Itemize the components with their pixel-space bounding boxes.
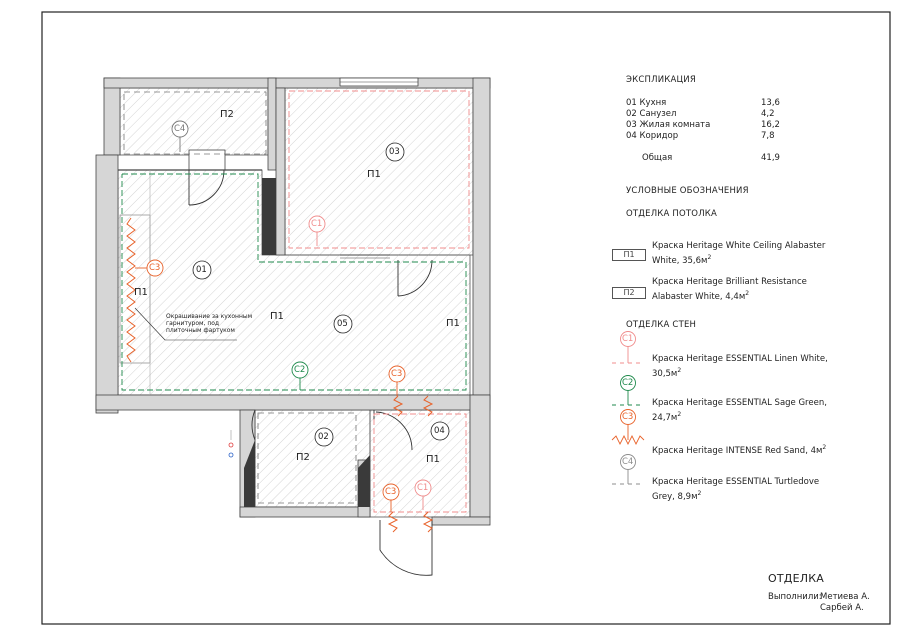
ceiling-item-text: Краска Heritage Brilliant Resistance: [652, 277, 807, 287]
wall-item-text: Grey, $8,9м^2$: [652, 490, 702, 502]
ceiling-label-corridor-wall: П1: [446, 318, 460, 329]
wall-item-text: Краска Heritage INTENSE Red Sand, $4м^2$: [652, 444, 827, 456]
explication-total-label: Общая: [642, 153, 673, 163]
tag-c4: С4: [174, 124, 186, 134]
shaft: [262, 178, 276, 255]
explication-room-area: 13,6: [761, 98, 780, 108]
tag-c3-2: С3: [391, 369, 403, 379]
ceiling-swatch-p1: П1: [612, 249, 646, 261]
room-number-05: 05: [337, 319, 348, 329]
kitchen-note-line-2: гарнитуром, под: [166, 320, 220, 327]
wall-code-c2: С2: [622, 378, 634, 388]
explication-room-name: 02 Санузел: [626, 109, 677, 119]
ceiling-label-kitchen: П1: [134, 287, 148, 298]
legend-title: УСЛОВНЫЕ ОБОЗНАЧЕНИЯ: [626, 186, 749, 196]
ceiling-label-room03: П1: [367, 169, 381, 180]
kitchen-note-line-3: плиточным фартуком: [166, 327, 235, 334]
explication-room-area: 4,2: [761, 109, 775, 119]
wall-item-text: $24,7м^2$: [652, 411, 682, 423]
ceiling-label-corridor: П1: [426, 454, 440, 465]
wall-item-text: Краска Heritage ESSENTIAL Linen White,: [652, 354, 828, 364]
tag-c1-2: С1: [417, 483, 429, 493]
explication-room-area: 7,8: [761, 131, 775, 141]
explication-room-name: 03 Жилая комната: [626, 120, 711, 130]
ceiling-swatch-p2: П2: [612, 287, 646, 299]
room-04-floor: [370, 410, 470, 517]
ceiling-item-text: Краска Heritage White Ceiling Alabaster: [652, 241, 826, 251]
room-number-02: 02: [318, 432, 329, 442]
ceiling-item-text: Alabaster White, $4,4м^2$: [652, 290, 750, 302]
room-02-floor: [255, 410, 370, 507]
ceiling-label-balcony: П2: [220, 109, 234, 120]
explication-title: ЭКСПЛИКАЦИЯ: [626, 75, 696, 85]
ceiling-finish-title: ОТДЕЛКА ПОТОЛКА: [626, 209, 718, 219]
tag-c3-3: С3: [385, 487, 397, 497]
wall-item-text: Краска Heritage ESSENTIAL Turtledove: [652, 477, 820, 487]
wall-code-c1: С1: [622, 334, 634, 344]
room-balcony-floor: [120, 88, 268, 155]
explication-room-name: 04 Коридор: [626, 131, 679, 141]
authors-label: Выполнили:: [768, 592, 822, 602]
tag-c1: С1: [311, 219, 323, 229]
explication-room-area: 16,2: [761, 120, 780, 130]
explication-room-name: 01 Кухня: [626, 98, 667, 108]
wall-code-c4: С4: [622, 457, 634, 467]
room-number-04: 04: [434, 426, 445, 436]
wall-item-text: $30,5м^2$: [652, 367, 682, 379]
wall-code-c3: С3: [622, 412, 634, 422]
room-number-03: 03: [389, 147, 400, 157]
tag-c2: С2: [294, 365, 306, 375]
tag-c3: С3: [149, 263, 161, 273]
ceiling-label-hall: П1: [270, 311, 284, 322]
ceiling-item-text: White, $35,6м^2$: [652, 254, 712, 266]
wall-item-text: Краска Heritage ESSENTIAL Sage Green,: [652, 398, 827, 408]
wall-finish-title: ОТДЕЛКА СТЕН: [626, 320, 697, 330]
ceiling-label-bath: П2: [296, 452, 310, 463]
explication-total-area: 41,9: [761, 153, 780, 163]
balcony-door: [189, 150, 225, 170]
author-1: Метиева А.: [820, 592, 870, 602]
room-number-01: 01: [196, 265, 207, 275]
author-2: Сарбей А.: [820, 603, 864, 613]
kitchen-note-line-1: Окрашивание за кухонным: [166, 313, 253, 320]
sheet-title: ОТДЕЛКА: [768, 572, 824, 585]
